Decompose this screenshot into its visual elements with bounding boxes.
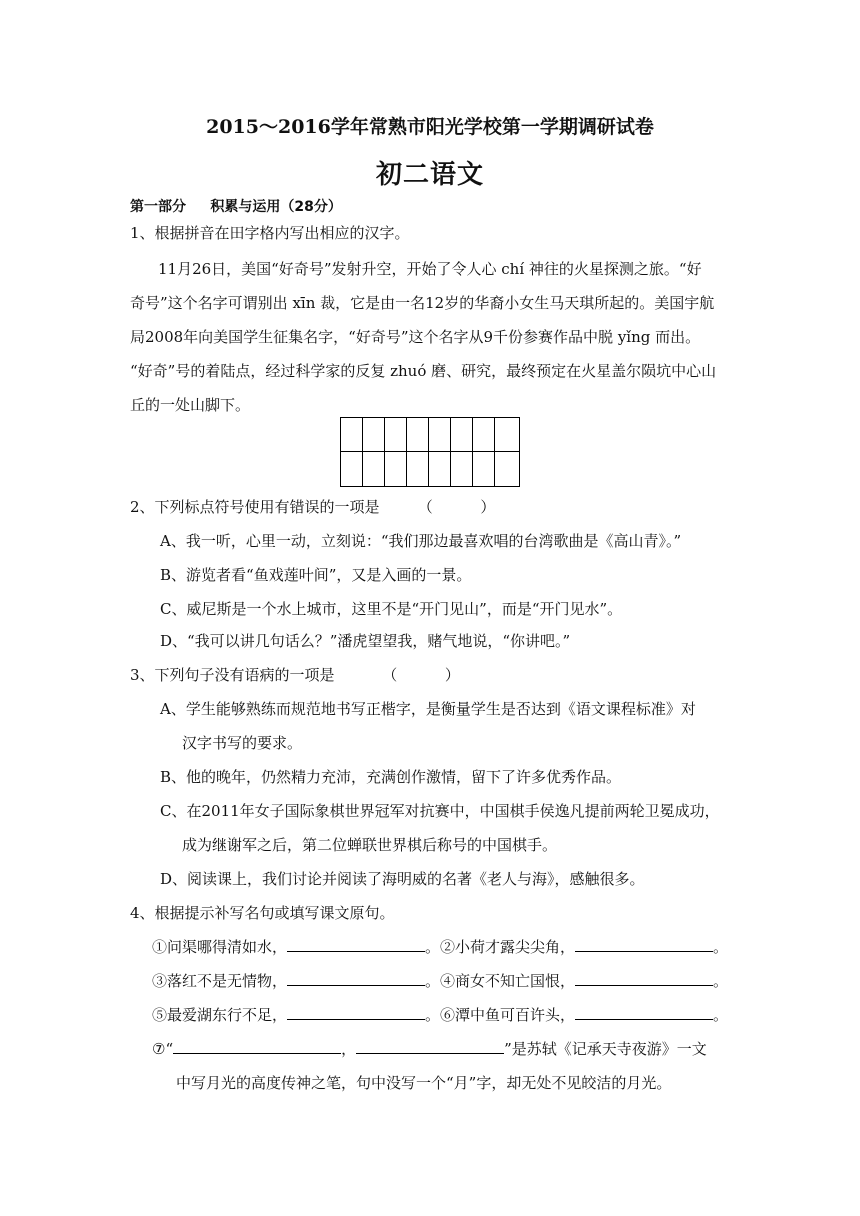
answer-blank[interactable] <box>575 971 713 986</box>
q3-option-a-cont: 汉字书写的要求。 <box>182 734 303 752</box>
q3-option-c[interactable]: C、在2011年女子国际象棋世界冠军对抗赛中，中国棋手侯逸凡提前两轮卫冕成功， <box>160 802 720 820</box>
answer-blank[interactable] <box>287 937 425 952</box>
q1-passage-line: “好奇”号的着陆点，经过科学家的反复 zhuó 磨、研究，最终预定在火星盖尔陨坑中心山 <box>130 362 717 380</box>
exam-subtitle: 初二语文 <box>375 160 484 190</box>
q4-item-2-prompt: 。②小荷才露尖尖角， <box>425 938 576 956</box>
tianzige-writing-grid[interactable] <box>340 417 520 487</box>
q4-row-2 <box>152 970 728 991</box>
answer-blank[interactable] <box>287 1005 425 1020</box>
q1-passage-line: 丘的一处山脚下。 <box>130 396 251 414</box>
answer-blank[interactable] <box>287 971 425 986</box>
q1-passage-line: 奇号”这个名字可谓别出 xīn 裁，它是由一名12岁的华裔小女生马天琪所起的。美国宇航 <box>130 294 715 312</box>
q4-item-5-prompt: ⑤最爱湖东行不足， <box>152 1006 288 1024</box>
q2-option-d[interactable]: D、“我可以讲几句话么？”潘虎望望我，赌气地说，“你讲吧。” <box>160 632 571 650</box>
q2-option-a[interactable]: A、我一听，心里一动，立刻说：“我们那边最喜欢唱的台湾歌曲是《高山青》。” <box>160 532 682 550</box>
q4-row-end: 。 <box>713 1006 729 1024</box>
answer-blank[interactable] <box>575 937 713 952</box>
grid-cell[interactable] <box>473 418 495 486</box>
q3-option-c-cont: 成为继谢军之后，第二位蝉联世界棋后称号的中国棋手。 <box>182 836 558 854</box>
q2-option-b[interactable]: B、游览者看“鱼戏莲叶间”，又是入画的一景。 <box>160 566 472 584</box>
q4-item-7-cont: 中写月光的高度传神之笔，句中没写一个“月”字，却无处不见皎洁的月光。 <box>176 1074 672 1092</box>
q4-item-6-prompt: 。⑥潭中鱼可百许头， <box>425 1006 576 1024</box>
q4-item-4-prompt: 。④商女不知亡国恨， <box>425 972 576 990</box>
q4-item-7-comma: ， <box>341 1040 357 1058</box>
q1-passage-line: 局2008年向美国学生征集名字，“好奇号”这个名字从9千份参赛作品中脱 yǐng 而出。 <box>130 328 701 346</box>
q4-item-7-suffix: ”是苏轼《记承天寺夜游》一文 <box>504 1040 707 1058</box>
answer-blank[interactable] <box>356 1039 504 1054</box>
q2-option-c[interactable]: C、威尼斯是一个水上城市，这里不是“开门见山”，而是“开门见水”。 <box>160 600 623 618</box>
grid-cell[interactable] <box>407 418 429 486</box>
q4-row-end: 。 <box>713 972 729 990</box>
question-1-stem: 1、根据拼音在田字格内写出相应的汉字。 <box>130 224 410 242</box>
grid-cell[interactable] <box>451 418 473 486</box>
grid-cell[interactable] <box>385 418 407 486</box>
q4-item-1-prompt: ①问渠哪得清如水， <box>152 938 288 956</box>
q4-row-end: 。 <box>713 938 729 956</box>
exam-title: 2015～2016学年常熟市阳光学校第一学期调研试卷 <box>206 116 654 138</box>
q4-item-3-prompt: ③落红不是无情物， <box>152 972 288 990</box>
section-heading: 第一部分 积累与运用（28分） <box>130 199 342 215</box>
q4-item-7-open: ⑦“ <box>152 1040 174 1058</box>
q3-option-a[interactable]: A、学生能够熟练而规范地书写正楷字，是衡量学生是否达到《语文课程标准》对 <box>160 700 696 718</box>
q3-option-d[interactable]: D、阅读课上，我们讨论并阅读了海明威的名著《老人与海》，感触很多。 <box>160 870 645 888</box>
grid-midline <box>341 451 519 452</box>
q4-row-3 <box>152 1004 728 1025</box>
grid-cell[interactable] <box>495 418 519 486</box>
answer-blank[interactable] <box>575 1005 713 1020</box>
question-4-stem: 4、根据提示补写名句或填写课文原句。 <box>130 904 395 922</box>
q4-row-1 <box>152 936 728 957</box>
q4-item-7 <box>152 1038 707 1059</box>
grid-cell[interactable] <box>363 418 385 486</box>
grid-cell[interactable] <box>341 418 363 486</box>
grid-cell[interactable] <box>429 418 451 486</box>
question-2-stem: 2、下列标点符号使用有错误的一项是 （ ） <box>130 498 496 516</box>
q3-option-b[interactable]: B、他的晚年，仍然精力充沛，充满创作激情，留下了许多优秀作品。 <box>160 768 622 786</box>
q1-passage-line: 11月26日，美国“好奇号”发射升空，开始了令人心 chí 神往的火星探测之旅。“好 <box>158 260 702 278</box>
question-3-stem: 3、下列句子没有语病的一项是 （ ） <box>130 666 460 684</box>
answer-blank[interactable] <box>173 1039 341 1054</box>
